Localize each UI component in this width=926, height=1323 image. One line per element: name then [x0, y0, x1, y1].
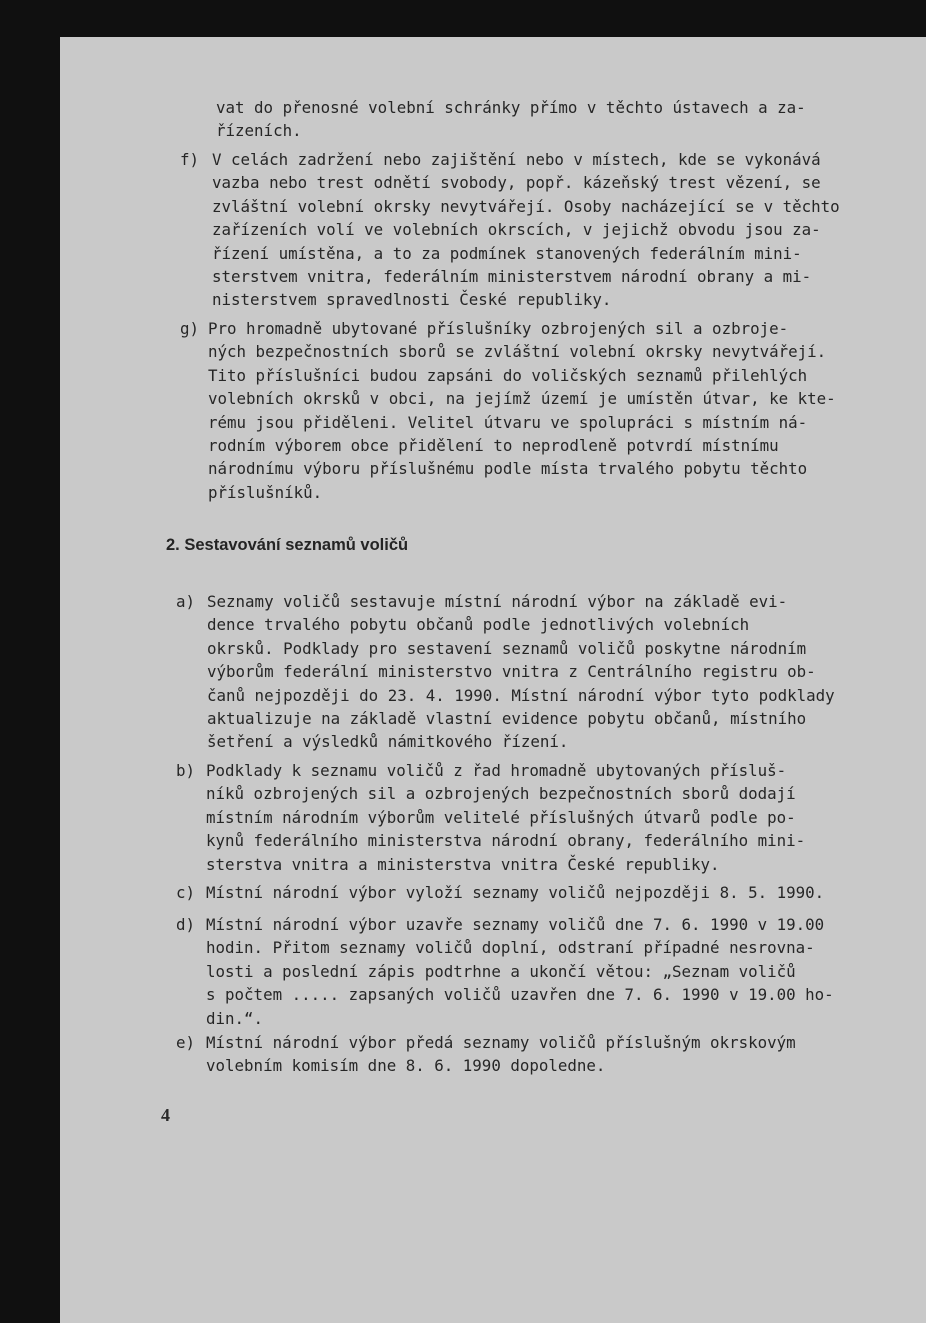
text-line: hodin. Přitom seznamy voličů doplní, odstraní případné nesrovna- [206, 938, 815, 958]
text-line: ných bezpečnostních sborů se zvláštní volební okrsky nevytvářejí. [208, 342, 827, 362]
text-line: rému jsou přiděleni. Velitel útvaru ve spolupráci s místním ná- [208, 412, 808, 432]
section-heading: 2. Sestavování seznamů voličů [166, 536, 409, 554]
text-line: s počtem ..... zapsaných voličů uzavřen dne 7. 6. 1990 v 19.00 ho- [206, 985, 834, 1005]
text-line: din.“. [206, 1008, 264, 1028]
text-line: losti a poslední zápis podtrhne a ukončí větou: „Seznam voličů [206, 961, 796, 981]
text-line: okrsků. Podklady pro sestavení seznamů voličů poskytne národním [207, 638, 807, 658]
text-line: vat do přenosné volební schránky přímo v těchto ústavech a za- [216, 98, 806, 117]
text-line: nisterstvem spravedlnosti České republiky. [212, 290, 612, 310]
item-a-paragraph [207, 590, 866, 754]
text-line: níků ozbrojených sil a ozbrojených bezpečnostních sborů dodají [206, 784, 796, 804]
text-line: šetření a výsledků námitkového řízení. [207, 732, 569, 752]
text-line: řízení umístěna, a to za podmínek stanovených federálním mini- [212, 243, 802, 263]
text-line: Místní národní výbor předá seznamy voličů příslušným okrskovým [206, 1033, 796, 1052]
document-page [60, 37, 926, 1323]
item-label-e: e) [176, 1033, 196, 1052]
text-line: Seznamy voličů sestavuje místní národní výbor na základě evi- [207, 592, 788, 611]
item-d-paragraph [206, 913, 866, 1030]
item-e-paragraph [206, 1031, 866, 1078]
text-line: sterstva vnitra a ministerstva vnitra České republiky. [206, 854, 720, 874]
text-line: Podklady k seznamu voličů z řad hromadně ubytovaných přísluš- [206, 761, 787, 780]
text-line: kynů federálního ministerstva národní obrany, federálního mini- [206, 831, 806, 851]
item-b-paragraph [206, 759, 866, 876]
text-line: národnímu výboru příslušnému podle místa trvalého pobytu těchto [208, 459, 808, 479]
text-line: výborům federální ministerstvo vnitra z Centrálního registru ob- [207, 662, 816, 682]
text-line: řízeních. [216, 121, 302, 141]
text-line: volebních okrsků v obci, na jejímž území je umístěn útvar, ke kte- [208, 389, 836, 409]
text-line: Místní národní výbor uzavře seznamy voličů dne 7. 6. 1990 v 19.00 [206, 915, 825, 934]
text-line: Místní národní výbor vyloží seznamy voličů nejpozději 8. 5. 1990. [206, 883, 825, 902]
page-number: 4 [161, 1105, 170, 1125]
item-label-b: b) [176, 761, 196, 780]
item-label-f: f) [180, 150, 200, 169]
text-line: zařízeních volí ve volebních okrscích, v jejichž obvodu jsou za- [212, 220, 821, 240]
text-line: Pro hromadně ubytované příslušníky ozbrojených sil a ozbroje- [208, 319, 789, 338]
text-line: volebním komisím dne 8. 6. 1990 dopoledne. [206, 1056, 606, 1076]
text-line: místním národním výborům velitelé příslušných útvarů podle po- [206, 807, 796, 827]
item-label-d: d) [176, 915, 196, 934]
item-label-g: g) [180, 319, 200, 338]
item-c-paragraph [206, 881, 866, 904]
text-line: dence trvalého pobytu občanů podle jednotlivých volebních [207, 615, 750, 635]
item-f-paragraph [212, 148, 866, 312]
item-label-a: a) [176, 592, 196, 611]
continuation-paragraph [216, 96, 866, 143]
text-line: zvláštní volební okrsky nevytvářejí. Osoby nacházející se v těchto [212, 196, 840, 216]
text-line: rodním výborem obce přidělení to neprodleně potvrdí místnímu [208, 436, 779, 456]
item-label-c: c) [176, 883, 196, 902]
text-line: příslušníků. [208, 482, 323, 502]
text-line: Tito příslušníci budou zapsáni do voličských seznamů přilehlých [208, 365, 808, 385]
text-line: V celách zadržení nebo zajištění nebo v místech, kde se vykonává [212, 150, 821, 169]
text-line: čanů nejpozději do 23. 4. 1990. Místní národní výbor tyto podklady [207, 685, 835, 705]
item-g-paragraph [208, 317, 866, 504]
text-line: vazba nebo trest odnětí svobody, popř. kázeňský trest vězení, se [212, 173, 821, 193]
document-text [60, 37, 926, 1323]
text-line: aktualizuje na základě vlastní evidence pobytu občanů, místního [207, 709, 807, 729]
text-line: sterstvem vnitra, federálním ministerstvem národní obrany a mi- [212, 267, 812, 287]
